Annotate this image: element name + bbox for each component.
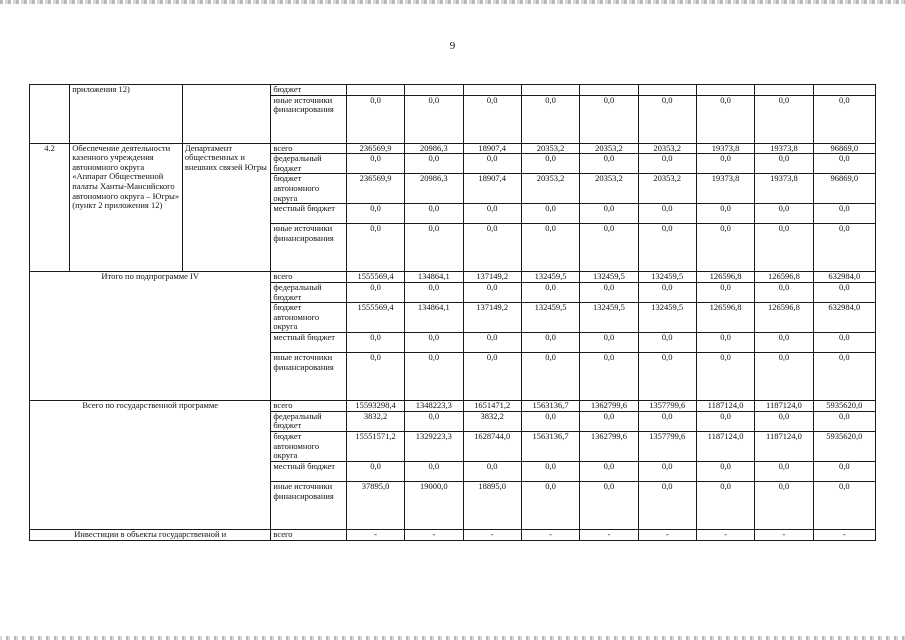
value-cell: 0,0 xyxy=(813,481,875,529)
value-cell: 0,0 xyxy=(521,353,579,401)
value-cell: 632984,0 xyxy=(813,303,875,333)
value-cell: 1357799,6 xyxy=(638,431,696,461)
value-cell: 20353,2 xyxy=(638,143,696,154)
value-cell: 1187124,0 xyxy=(755,401,813,412)
value-cell: 0,0 xyxy=(580,333,638,353)
value-cell: 1329223,3 xyxy=(405,431,463,461)
value-cell: 137149,2 xyxy=(463,303,521,333)
value-cell: 0,0 xyxy=(755,353,813,401)
value-cell: 126596,8 xyxy=(696,272,754,283)
executor-cell xyxy=(182,85,271,144)
value-cell: 0,0 xyxy=(696,481,754,529)
value-cell: 0,0 xyxy=(638,333,696,353)
value-cell: 37895,0 xyxy=(346,481,404,529)
value-cell: 0,0 xyxy=(580,224,638,272)
source-label: всего xyxy=(271,272,346,283)
value-cell: 1555569,4 xyxy=(346,303,404,333)
table-row xyxy=(30,272,876,283)
value-cell: 0,0 xyxy=(346,333,404,353)
source-label: всего xyxy=(271,401,346,412)
value-cell: 632984,0 xyxy=(813,272,875,283)
value-cell: 0,0 xyxy=(638,95,696,143)
value-cell: 0,0 xyxy=(696,95,754,143)
value-cell: 0,0 xyxy=(638,461,696,481)
value-cell: 0,0 xyxy=(696,204,754,224)
value-cell: 0,0 xyxy=(580,95,638,143)
value-cell: 0,0 xyxy=(638,481,696,529)
value-cell: 0,0 xyxy=(638,282,696,302)
value-cell: 0,0 xyxy=(521,224,579,272)
value-cell: - xyxy=(405,529,463,540)
value-cell: 0,0 xyxy=(521,154,579,174)
value-cell: 20353,2 xyxy=(638,174,696,204)
value-cell: 0,0 xyxy=(813,282,875,302)
value-cell: 1362799,6 xyxy=(580,401,638,412)
value-cell: 0,0 xyxy=(346,204,404,224)
value-cell: 19373,8 xyxy=(755,143,813,154)
value-cell: 0,0 xyxy=(696,333,754,353)
value-cell: 1187124,0 xyxy=(696,431,754,461)
budget-table xyxy=(29,84,876,541)
value-cell: 0,0 xyxy=(463,224,521,272)
measure-name-cell: Обеспечение деятельности казенного учреждения автономного округа «Аппарат Общественной палаты Ханты-Мансийского автономного округа – Югры» (пункт 2 приложения 12) xyxy=(70,143,183,272)
value-cell: 132459,5 xyxy=(521,303,579,333)
value-cell: 0,0 xyxy=(346,224,404,272)
value-cell: 0,0 xyxy=(580,282,638,302)
value-cell: - xyxy=(696,529,754,540)
source-label: местный бюджет xyxy=(271,333,346,353)
value-cell: 0,0 xyxy=(521,204,579,224)
value-cell: 0,0 xyxy=(638,411,696,431)
value-cell: 0,0 xyxy=(813,154,875,174)
value-cell: 0,0 xyxy=(463,353,521,401)
value-cell: 1362799,6 xyxy=(580,431,638,461)
value-cell: 0,0 xyxy=(521,95,579,143)
value-cell: 0,0 xyxy=(346,461,404,481)
value-cell: 0,0 xyxy=(580,353,638,401)
source-label: иные источники финансирования xyxy=(271,481,346,529)
value-cell: 0,0 xyxy=(638,353,696,401)
value-cell: 0,0 xyxy=(580,411,638,431)
value-cell: 0,0 xyxy=(521,333,579,353)
value-cell: 20353,2 xyxy=(521,143,579,154)
value-cell: 19000,0 xyxy=(405,481,463,529)
value-cell: 236569,9 xyxy=(346,143,404,154)
table-row xyxy=(30,401,876,412)
source-label: бюджет автономного округа xyxy=(271,174,346,204)
value-cell: 0,0 xyxy=(521,461,579,481)
value-cell: 20353,2 xyxy=(521,174,579,204)
value-cell: - xyxy=(813,529,875,540)
value-cell: 0,0 xyxy=(755,411,813,431)
value-cell: 0,0 xyxy=(463,95,521,143)
value-cell: - xyxy=(580,529,638,540)
value-cell: 0,0 xyxy=(521,282,579,302)
value-cell: 19373,8 xyxy=(696,143,754,154)
subprogram-total-label: Итого по подпрограмме IV xyxy=(30,272,271,401)
source-label: местный бюджет xyxy=(271,461,346,481)
value-cell: 134864,1 xyxy=(405,303,463,333)
value-cell: 0,0 xyxy=(755,204,813,224)
value-cell: 132459,5 xyxy=(638,303,696,333)
source-label: бюджет автономного округа xyxy=(271,303,346,333)
value-cell: 0,0 xyxy=(696,353,754,401)
value-cell: 1563136,7 xyxy=(521,431,579,461)
source-label: федеральный бюджет xyxy=(271,282,346,302)
value-cell: - xyxy=(346,529,404,540)
value-cell: 0,0 xyxy=(463,461,521,481)
value-cell: 0,0 xyxy=(755,461,813,481)
value-cell: 132459,5 xyxy=(638,272,696,283)
value-cell: 0,0 xyxy=(405,333,463,353)
value-cell: 19373,8 xyxy=(696,174,754,204)
value-cell: 132459,5 xyxy=(580,272,638,283)
value-cell: 96869,0 xyxy=(813,143,875,154)
value-cell: 1357799,6 xyxy=(638,401,696,412)
source-label: федеральный бюджет xyxy=(271,154,346,174)
value-cell: 0,0 xyxy=(580,204,638,224)
value-cell: 0,0 xyxy=(696,411,754,431)
table-row xyxy=(30,143,876,154)
source-label: иные источники финансирования xyxy=(271,224,346,272)
value-cell: 1555569,4 xyxy=(346,272,404,283)
value-cell: 137149,2 xyxy=(463,272,521,283)
source-label: всего xyxy=(271,529,346,540)
row-code: 4.2 xyxy=(30,143,70,272)
value-cell: 0,0 xyxy=(696,282,754,302)
value-cell: 0,0 xyxy=(580,461,638,481)
value-cell: 0,0 xyxy=(521,411,579,431)
value-cell: 0,0 xyxy=(813,204,875,224)
value-cell: 236569,9 xyxy=(346,174,404,204)
value-cell: 5935620,0 xyxy=(813,401,875,412)
executor-cell: Департамент общественных и внешних связей Югры xyxy=(182,143,271,272)
value-cell: 0,0 xyxy=(813,333,875,353)
value-cell: - xyxy=(521,529,579,540)
value-cell: 19373,8 xyxy=(755,174,813,204)
value-cell: 0,0 xyxy=(463,154,521,174)
value-cell: 0,0 xyxy=(346,95,404,143)
value-cell: 0,0 xyxy=(463,204,521,224)
value-cell: 0,0 xyxy=(580,154,638,174)
value-cell: 20353,2 xyxy=(580,174,638,204)
value-cell: 126596,8 xyxy=(696,303,754,333)
value-cell: 0,0 xyxy=(638,204,696,224)
value-cell: 15551571,2 xyxy=(346,431,404,461)
value-cell: 0,0 xyxy=(463,333,521,353)
value-cell: 0,0 xyxy=(813,95,875,143)
value-cell: - xyxy=(463,529,521,540)
value-cell: 3832,2 xyxy=(463,411,521,431)
value-cell: 1187124,0 xyxy=(755,431,813,461)
source-label: иные источники финансирования xyxy=(271,95,346,143)
value-cell: 0,0 xyxy=(696,154,754,174)
value-cell: 0,0 xyxy=(405,95,463,143)
value-cell: 132459,5 xyxy=(580,303,638,333)
value-cell: 0,0 xyxy=(755,154,813,174)
value-cell: 1651471,2 xyxy=(463,401,521,412)
value-cell: 18907,4 xyxy=(463,174,521,204)
measure-name-cell: приложения 12) xyxy=(70,85,183,144)
value-cell: 0,0 xyxy=(405,204,463,224)
source-label: местный бюджет xyxy=(271,204,346,224)
value-cell: 1628744,0 xyxy=(463,431,521,461)
value-cell: 0,0 xyxy=(346,282,404,302)
value-cell: 0,0 xyxy=(755,333,813,353)
value-cell: - xyxy=(638,529,696,540)
source-label: федеральный бюджет xyxy=(271,411,346,431)
value-cell: 18895,0 xyxy=(463,481,521,529)
source-label: всего xyxy=(271,143,346,154)
source-label: бюджет xyxy=(271,85,346,96)
value-cell: 0,0 xyxy=(755,224,813,272)
value-cell: 0,0 xyxy=(813,461,875,481)
value-cell: 96869,0 xyxy=(813,174,875,204)
value-cell: 20986,3 xyxy=(405,143,463,154)
value-cell: 0,0 xyxy=(405,411,463,431)
value-cell: 1187124,0 xyxy=(696,401,754,412)
table-row xyxy=(30,529,876,540)
value-cell: 0,0 xyxy=(405,282,463,302)
value-cell: 0,0 xyxy=(755,481,813,529)
value-cell: 0,0 xyxy=(813,411,875,431)
value-cell: 0,0 xyxy=(638,154,696,174)
program-total-label: Всего по государственной программе xyxy=(30,401,271,530)
value-cell: 126596,8 xyxy=(755,272,813,283)
value-cell: 0,0 xyxy=(580,481,638,529)
source-label: иные источники финансирования xyxy=(271,353,346,401)
value-cell: 126596,8 xyxy=(755,303,813,333)
value-cell: 0,0 xyxy=(755,95,813,143)
value-cell: 20353,2 xyxy=(580,143,638,154)
page-number: 9 xyxy=(449,40,456,52)
value-cell: 0,0 xyxy=(405,154,463,174)
value-cell: 0,0 xyxy=(405,353,463,401)
value-cell: 0,0 xyxy=(463,282,521,302)
code-cell xyxy=(30,85,70,144)
value-cell: 0,0 xyxy=(638,224,696,272)
value-cell: 0,0 xyxy=(346,154,404,174)
value-cell: 18907,4 xyxy=(463,143,521,154)
source-label: бюджет автономного округа xyxy=(271,431,346,461)
value-cell: 3832,2 xyxy=(346,411,404,431)
value-cell: 0,0 xyxy=(755,282,813,302)
value-cell: 0,0 xyxy=(696,224,754,272)
value-cell: 0,0 xyxy=(405,224,463,272)
value-cell: 0,0 xyxy=(696,461,754,481)
scan-edge-bottom xyxy=(0,636,905,640)
value-cell: 20986,3 xyxy=(405,174,463,204)
table-row xyxy=(30,85,876,96)
value-cell: 0,0 xyxy=(346,353,404,401)
value-cell: 0,0 xyxy=(521,481,579,529)
value-cell: 132459,5 xyxy=(521,272,579,283)
value-cell: 1563136,7 xyxy=(521,401,579,412)
scan-edge-top xyxy=(0,0,905,4)
value-cell: 1348223,3 xyxy=(405,401,463,412)
value-cell: 134864,1 xyxy=(405,272,463,283)
value-cell: 0,0 xyxy=(813,224,875,272)
value-cell: - xyxy=(755,529,813,540)
investments-label: Инвестиции в объекты государственной и xyxy=(30,529,271,540)
value-cell: 15593298,4 xyxy=(346,401,404,412)
value-cell: 0,0 xyxy=(405,461,463,481)
value-cell: 0,0 xyxy=(813,353,875,401)
value-cell: 5935620,0 xyxy=(813,431,875,461)
